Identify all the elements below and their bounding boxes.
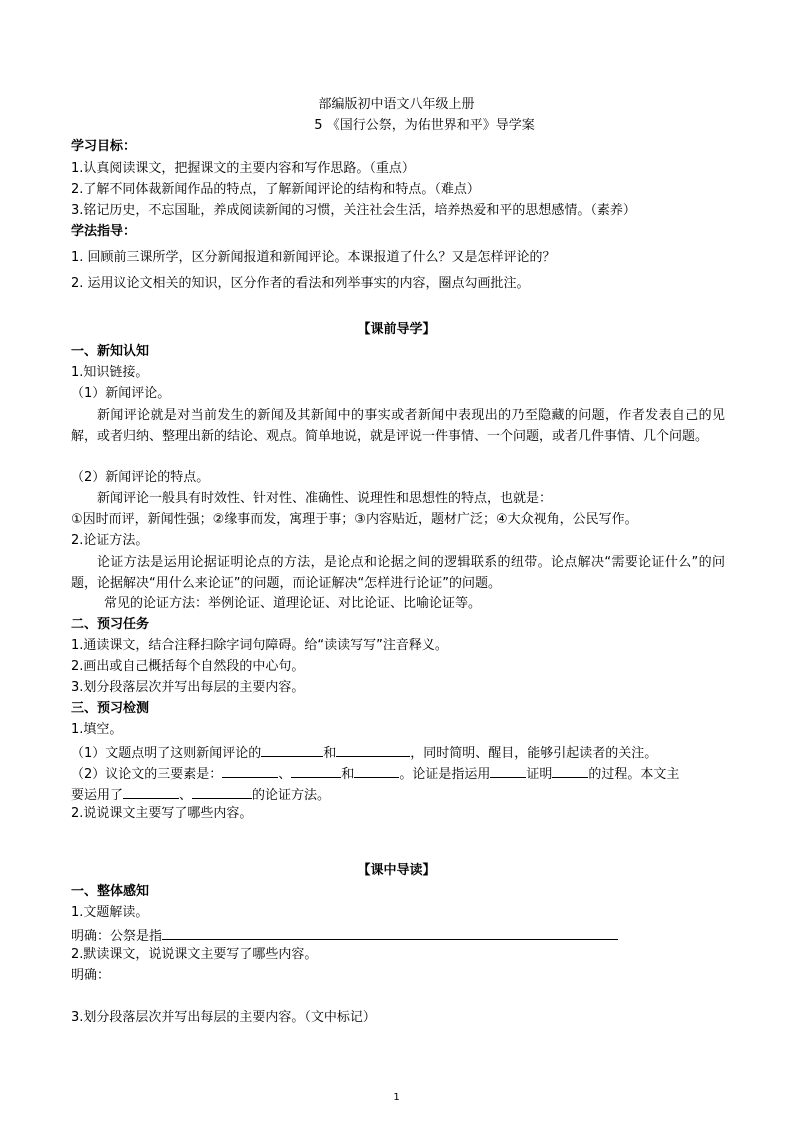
task-item: 3.划分段落层次并写出每层的主要内容。	[71, 680, 305, 695]
fill-line-3	[71, 785, 330, 804]
fill-text: （2）议论文的三要素是：	[71, 767, 223, 782]
fill-line-1	[71, 743, 657, 762]
fill-text: 的过程。本文主	[588, 767, 680, 782]
fill-text: 、	[179, 788, 193, 803]
blank-field[interactable]	[490, 764, 526, 778]
question-item: 3.划分段落层次并写出每层的主要内容。（文中标记）	[71, 1010, 376, 1025]
fill-text: 的论证方法。	[252, 788, 331, 803]
section-title: 一、新知认知	[71, 344, 150, 359]
blank-field[interactable]	[336, 743, 410, 757]
section-title: 二、预习任务	[71, 617, 150, 632]
fill-text: 要运用了	[71, 788, 124, 803]
fill-text: 和	[341, 767, 355, 782]
inclass-heading: 【课中导读】	[357, 863, 436, 878]
question-item: 1.文题解读。	[71, 905, 149, 920]
task-item: 2.画出或自己概括每个自然段的中心句。	[71, 659, 305, 674]
answer-line	[71, 926, 618, 945]
argument-paragraph: 论证方法是运用论据证明论点的方法，是论点和论据之间的逻辑联系的纽带。论点解决“需要论证什么”的问题，论据解决“用什么来论证”的问题，而论证解决“怎样进行论证”的问题。	[71, 555, 725, 591]
task-item: 1.通读课文，结合注释扫除字词句障碍。给“读读写写”注音释义。	[71, 638, 448, 653]
answer-label: 明确：	[71, 968, 111, 983]
method-item: 1. 回顾前三课所学，区分新闻报道和新闻评论。本课报道了什么？又是怎样评论的？	[71, 250, 556, 265]
fill-text: 和	[323, 746, 337, 761]
method-item: 2. 运用议论文相关的知识，区分作者的看法和列举事实的内容，圈点勾画批注。	[71, 276, 530, 291]
blank-field[interactable]	[192, 785, 252, 799]
features-intro: 新闻评论一般具有时效性、针对性、准确性、说理性和思想性的特点，也就是：	[97, 491, 553, 506]
objectives-heading: 学习目标：	[71, 139, 137, 154]
blank-field[interactable]	[354, 764, 399, 778]
document-title: 部编版初中语文八年级上册	[318, 97, 475, 112]
section-title: 三、预习检测	[71, 701, 150, 716]
blank-field[interactable]	[123, 785, 179, 799]
method-heading: 学法指导：	[71, 224, 137, 239]
lesson-title: 5 《国行公祭，为佑世界和平》导学案	[314, 118, 535, 133]
item-title: （2）新闻评论的特点。	[71, 470, 210, 485]
subsection-title: 2.论证方法。	[71, 533, 149, 548]
answer-blank[interactable]	[162, 926, 618, 940]
fill-text: 、	[278, 767, 292, 782]
objective-item: 3.铭记历史，不忘国耻，养成阅读新闻的习惯，关注社会生活，培养热爱和平的思想感情。（素养）	[71, 203, 636, 218]
page-number: 1	[393, 1092, 400, 1103]
fill-title: 1.填空。	[71, 722, 123, 737]
blank-field[interactable]	[552, 764, 588, 778]
blank-field[interactable]	[261, 743, 323, 757]
fill-text: 。论证是指运用	[399, 767, 491, 782]
item-title: （1）新闻评论。	[71, 386, 171, 401]
fill-line-2	[71, 764, 679, 783]
subsection-title: 1.知识链接。	[71, 365, 149, 380]
section-title: 一、整体感知	[71, 884, 150, 899]
common-methods: 常见的论证方法：举例论证、道理论证、对比论证、比喻论证等。	[104, 596, 482, 611]
features-list: ①因时而评，新闻性强；②缘事而发，寓理于事；③内容贴近，题材广泛；④大众视角，公民写作。	[71, 512, 638, 527]
fill-text: （1）文题点明了这则新闻评论的	[71, 746, 262, 761]
objective-item: 2.了解不同体裁新闻作品的特点，了解新闻评论的结构和特点。（难点）	[71, 182, 480, 197]
question-item: 2.默读课文，说说课文主要写了哪些内容。	[71, 947, 318, 962]
answer-label: 明确：公祭是指	[71, 929, 163, 944]
fill-text: ，同时简明、醒目，能够引起读者的关注。	[410, 746, 658, 761]
question-item: 2.说说课文主要写了哪些内容。	[71, 806, 253, 821]
fill-text: 证明	[526, 767, 553, 782]
blank-field[interactable]	[291, 764, 341, 778]
preclass-heading: 【课前导学】	[357, 322, 436, 337]
blank-field[interactable]	[222, 764, 278, 778]
definition-paragraph: 新闻评论就是对当前发生的新闻及其新闻中的事实或者新闻中表现出的乃至隐藏的问题，作者发表自己的见解，或者归纳、整理出新的结论、观点。简单地说，就是评说一件事情、一个问题，或者几件事情、几个问题。	[71, 408, 725, 444]
objective-item: 1.认真阅读课文，把握课文的主要内容和写作思路。（重点）	[71, 161, 415, 176]
